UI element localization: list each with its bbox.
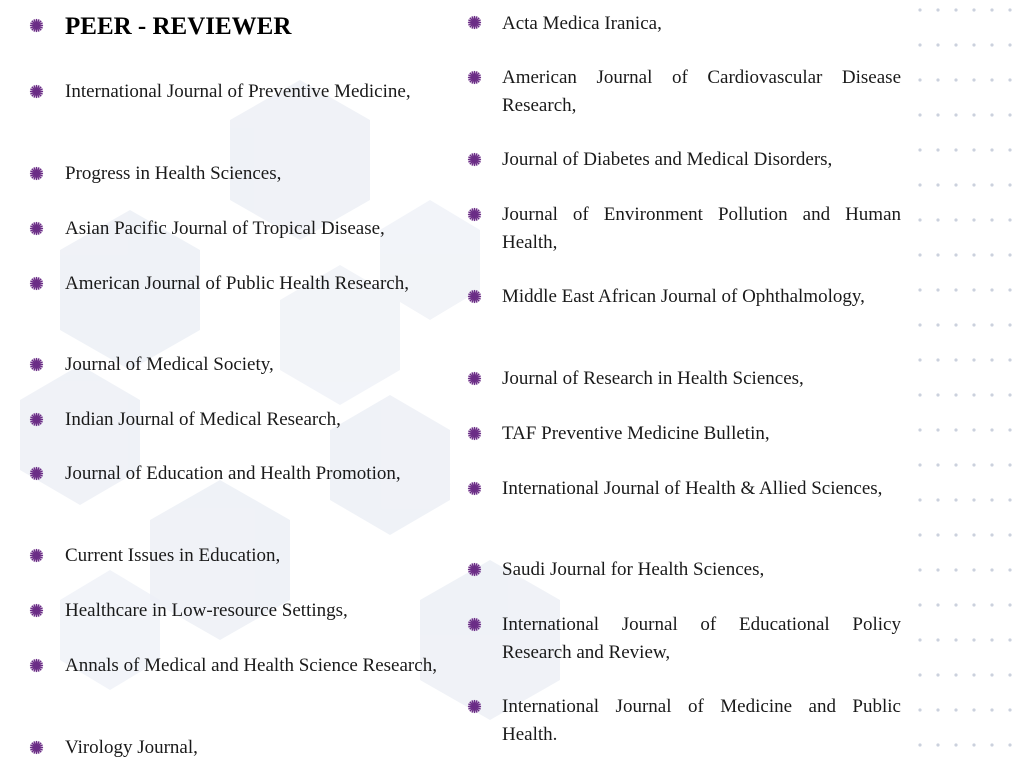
journal-list-item: American Journal of Cardiovascular Disease Research, bbox=[502, 67, 901, 116]
journal-list-item: Virology Journal, bbox=[65, 737, 198, 758]
journal-list-item: Journal of Research in Health Sciences, bbox=[502, 368, 804, 389]
journal-list-item: Acta Medica Iranica, bbox=[502, 13, 662, 34]
journal-list-item: Journal of Diabetes and Medical Disorders, bbox=[502, 149, 833, 170]
star-bullet-icon bbox=[29, 603, 44, 618]
journal-list-item: Indian Journal of Medical Research, bbox=[65, 409, 341, 430]
journal-list-item: Saudi Journal for Health Sciences, bbox=[502, 559, 765, 580]
journal-list-item: American Journal of Public Health Research, bbox=[65, 273, 409, 294]
star-bullet-icon bbox=[29, 548, 44, 563]
star-bullet-icon bbox=[29, 166, 44, 181]
star-bullet-icon bbox=[29, 740, 44, 755]
star-bullet-icon bbox=[467, 70, 482, 85]
star-bullet-icon bbox=[467, 152, 482, 167]
journal-list-item: Asian Pacific Journal of Tropical Disease, bbox=[65, 218, 385, 239]
star-bullet-icon bbox=[467, 15, 482, 30]
journal-list-item: Current Issues in Education, bbox=[65, 545, 281, 566]
star-bullet-icon bbox=[467, 562, 482, 577]
journal-list-item: Journal of Medical Society, bbox=[65, 354, 274, 375]
journal-list-item: TAF Preventive Medicine Bulletin, bbox=[502, 423, 770, 444]
star-bullet-icon bbox=[467, 617, 482, 632]
journal-list-item: International Journal of Educational Policy Research and Review, bbox=[502, 614, 901, 663]
star-bullet-icon bbox=[29, 276, 44, 291]
journal-list-item: Journal of Environment Pollution and Human Health, bbox=[502, 204, 901, 253]
star-bullet-icon bbox=[29, 466, 44, 481]
star-bullet-icon bbox=[467, 481, 482, 496]
journal-list-item: Progress in Health Sciences, bbox=[65, 163, 282, 184]
journal-list-item: International Journal of Preventive Medicine, bbox=[65, 81, 411, 102]
star-bullet-icon bbox=[467, 371, 482, 386]
journal-list-item: Middle East African Journal of Ophthalmology, bbox=[502, 286, 865, 307]
journal-list-item: International Journal of Health & Allied Sciences, bbox=[502, 478, 883, 499]
star-bullet-icon bbox=[29, 84, 44, 99]
journal-list-item: International Journal of Medicine and Public Health. bbox=[502, 696, 901, 745]
journal-list-item: Journal of Education and Health Promotion, bbox=[65, 463, 401, 484]
star-bullet-icon bbox=[467, 699, 482, 714]
star-bullet-icon bbox=[467, 426, 482, 441]
star-bullet-icon bbox=[29, 18, 44, 33]
journal-list-item: Healthcare in Low-resource Settings, bbox=[65, 600, 348, 621]
star-bullet-icon bbox=[467, 289, 482, 304]
star-bullet-icon bbox=[29, 357, 44, 372]
journal-list-item: Annals of Medical and Health Science Research, bbox=[65, 655, 437, 676]
page-title: PEER - REVIEWER bbox=[65, 13, 292, 40]
star-bullet-icon bbox=[29, 658, 44, 673]
star-bullet-icon bbox=[467, 207, 482, 222]
star-bullet-icon bbox=[29, 221, 44, 236]
star-bullet-icon bbox=[29, 412, 44, 427]
